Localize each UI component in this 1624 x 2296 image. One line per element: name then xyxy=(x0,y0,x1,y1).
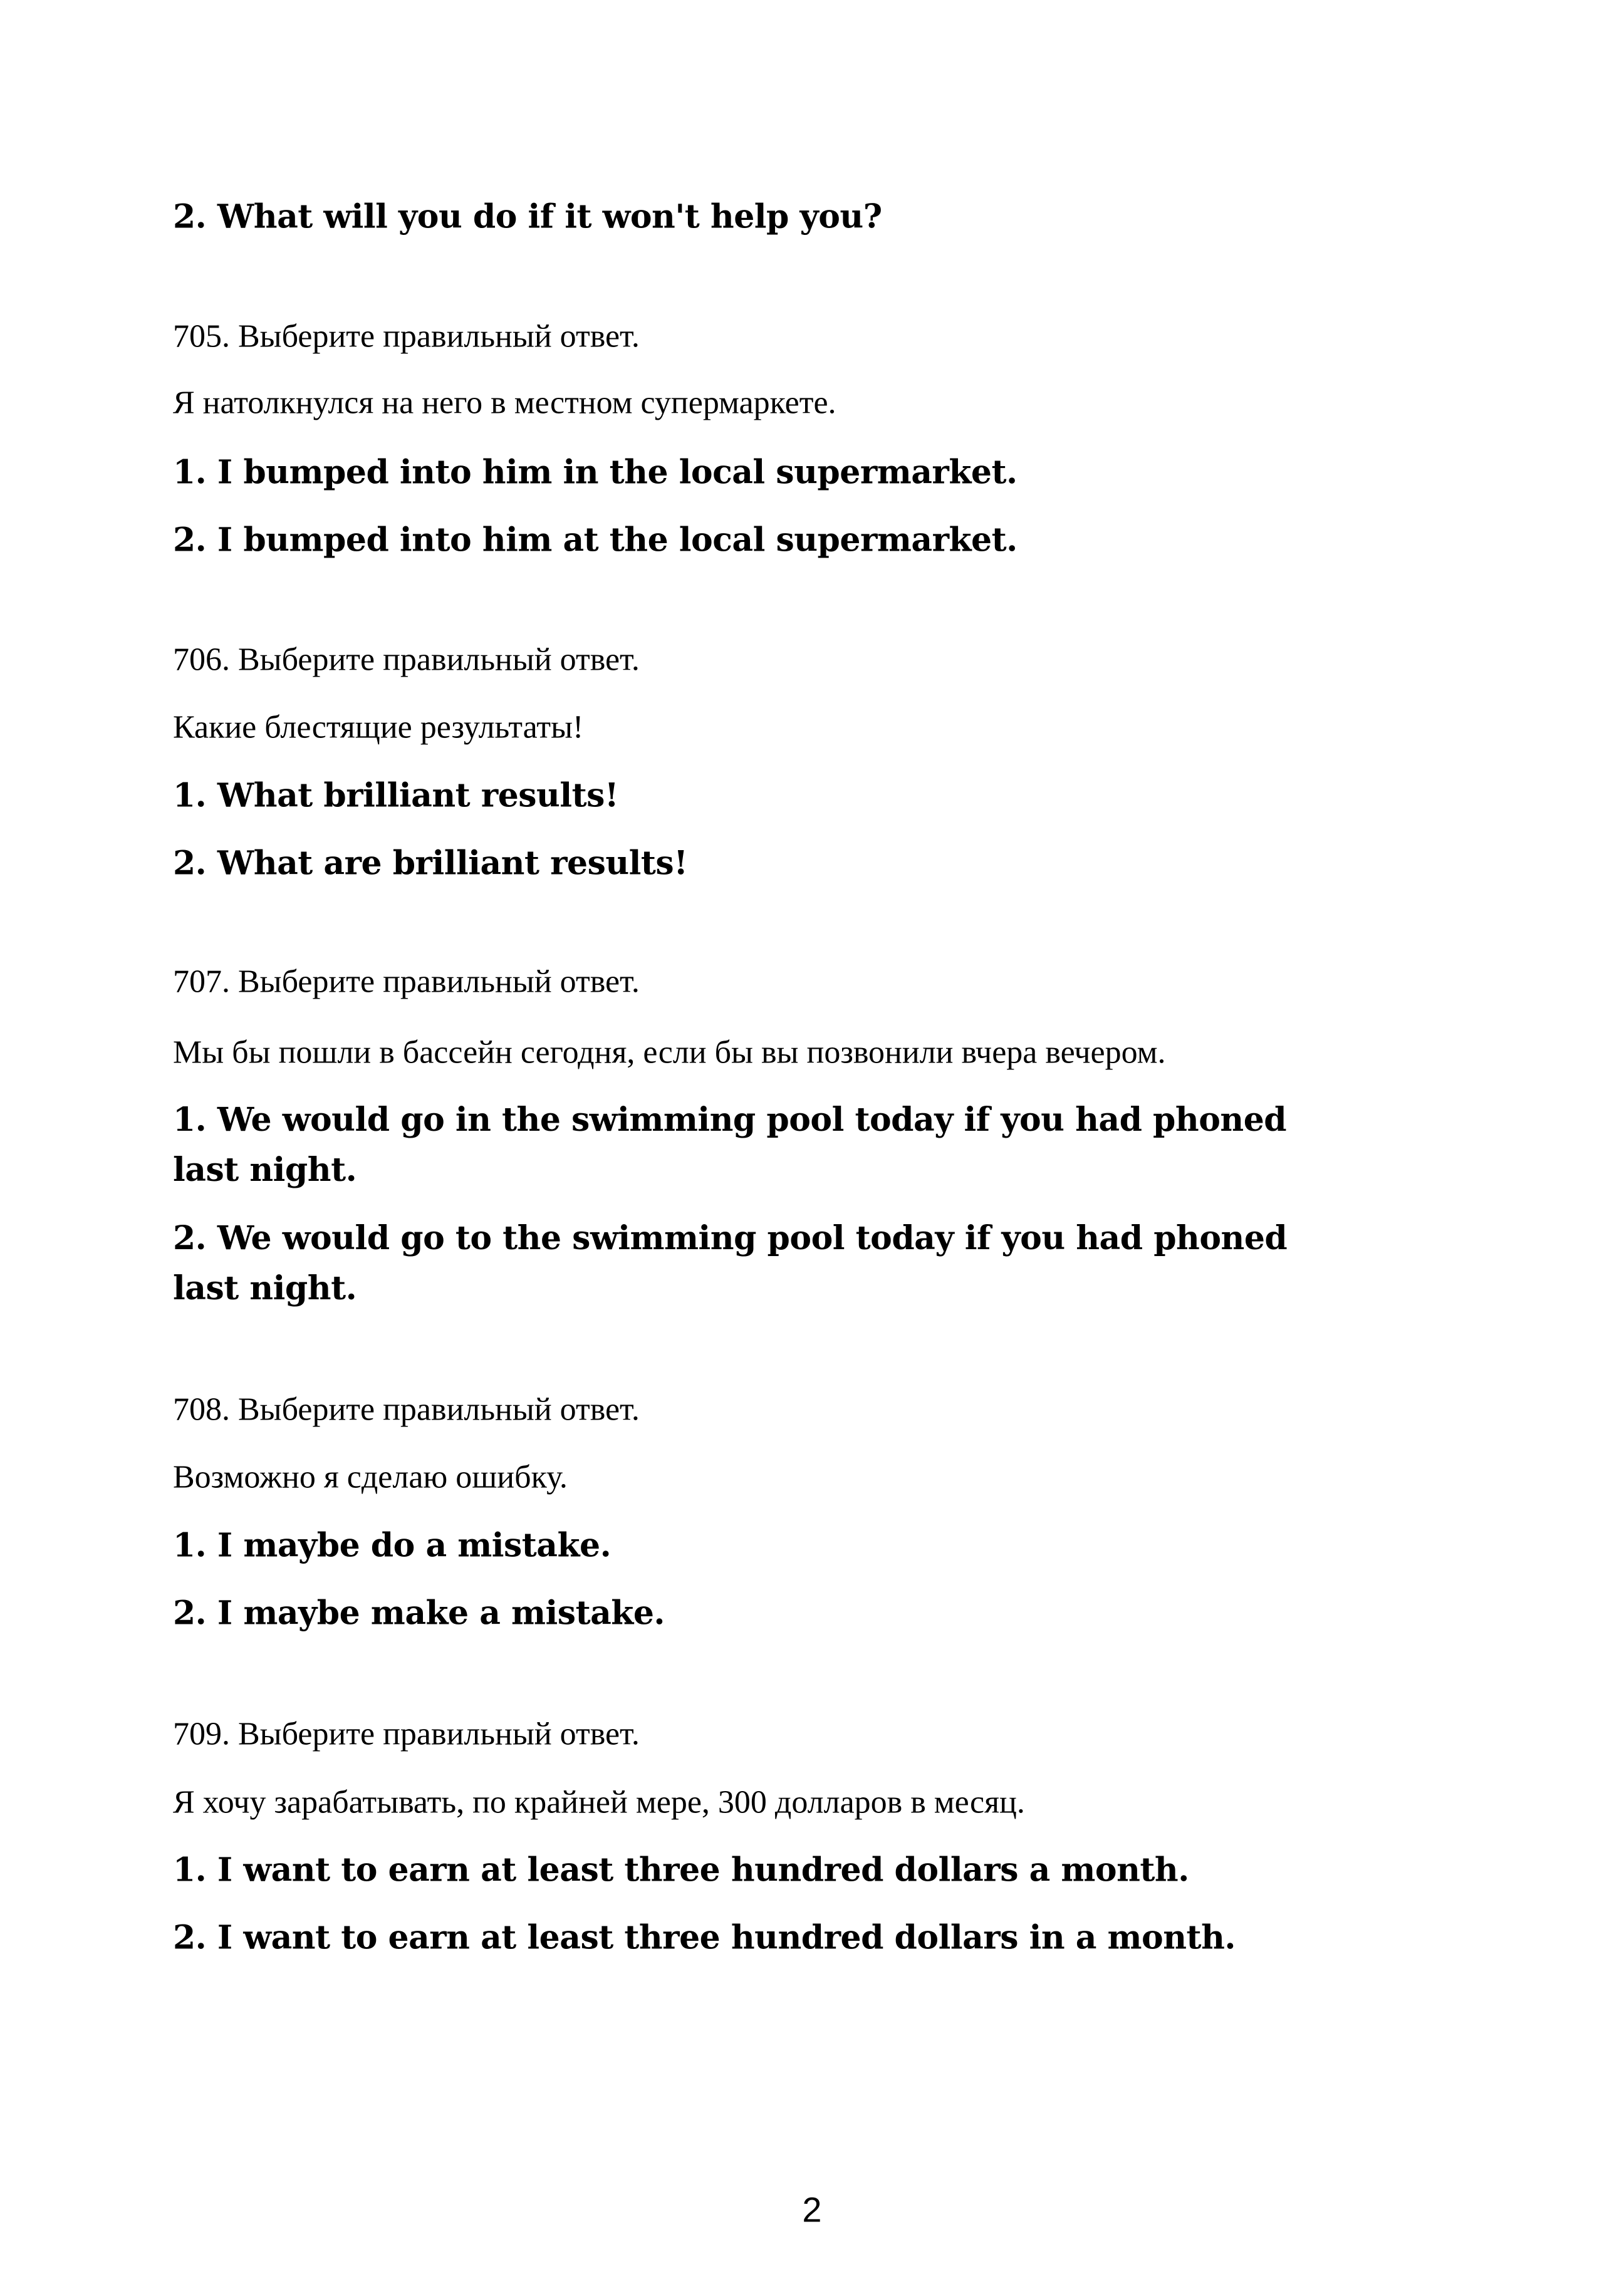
exercise-prompt: Возможно я сделаю ошибку. xyxy=(173,1459,568,1495)
exercise-prompt: Я натолкнулся на него в местном супермаркете. xyxy=(173,385,836,421)
exercise-instruction: 705. Выберите правильный ответ. xyxy=(173,318,640,355)
exercise-instruction: 706. Выберите правильный ответ. xyxy=(173,642,640,678)
answer-option: 2. What will you do if it won't help you? xyxy=(173,197,882,236)
exercise-prompt: Мы бы пошли в бассейн сегодня, если бы вы позвонили вчера вечером. xyxy=(173,1034,1166,1071)
answer-option-2: 2. I bumped into him at the local supermarket. xyxy=(173,521,1018,559)
answer-option-1: 1. What brilliant results! xyxy=(173,776,619,815)
answer-option-2: 2. I want to earn at least three hundred dollars in a month. xyxy=(173,1918,1236,1957)
answer-option-2: 2. I maybe make a mistake. xyxy=(173,1594,665,1633)
exercise-instruction: 707. Выберите правильный ответ. xyxy=(173,964,640,1000)
answer-option-1: 1. We would go in the swimming pool today if you had phoned last night. xyxy=(173,1101,1287,1189)
exercise-instruction: 708. Выберите правильный ответ. xyxy=(173,1391,640,1428)
answer-option-1: 1. I bumped into him in the local supermarket. xyxy=(173,453,1018,492)
page-number: 2 xyxy=(802,2190,822,2230)
answer-option-2: 2. What are brilliant results! xyxy=(173,844,688,883)
answer-option-1: 1. I maybe do a mistake. xyxy=(173,1526,612,1565)
exercise-instruction: 709. Выберите правильный ответ. xyxy=(173,1716,640,1752)
exercise-prompt: Я хочу зарабатывать, по крайней мере, 300 долларов в месяц. xyxy=(173,1784,1025,1821)
exercise-prompt: Какие блестящие результаты! xyxy=(173,709,584,745)
answer-option-1: 1. I want to earn at least three hundred dollars a month. xyxy=(173,1851,1189,1889)
answer-option-2: 2. We would go to the swimming pool today if you had phoned last night. xyxy=(173,1219,1288,1307)
